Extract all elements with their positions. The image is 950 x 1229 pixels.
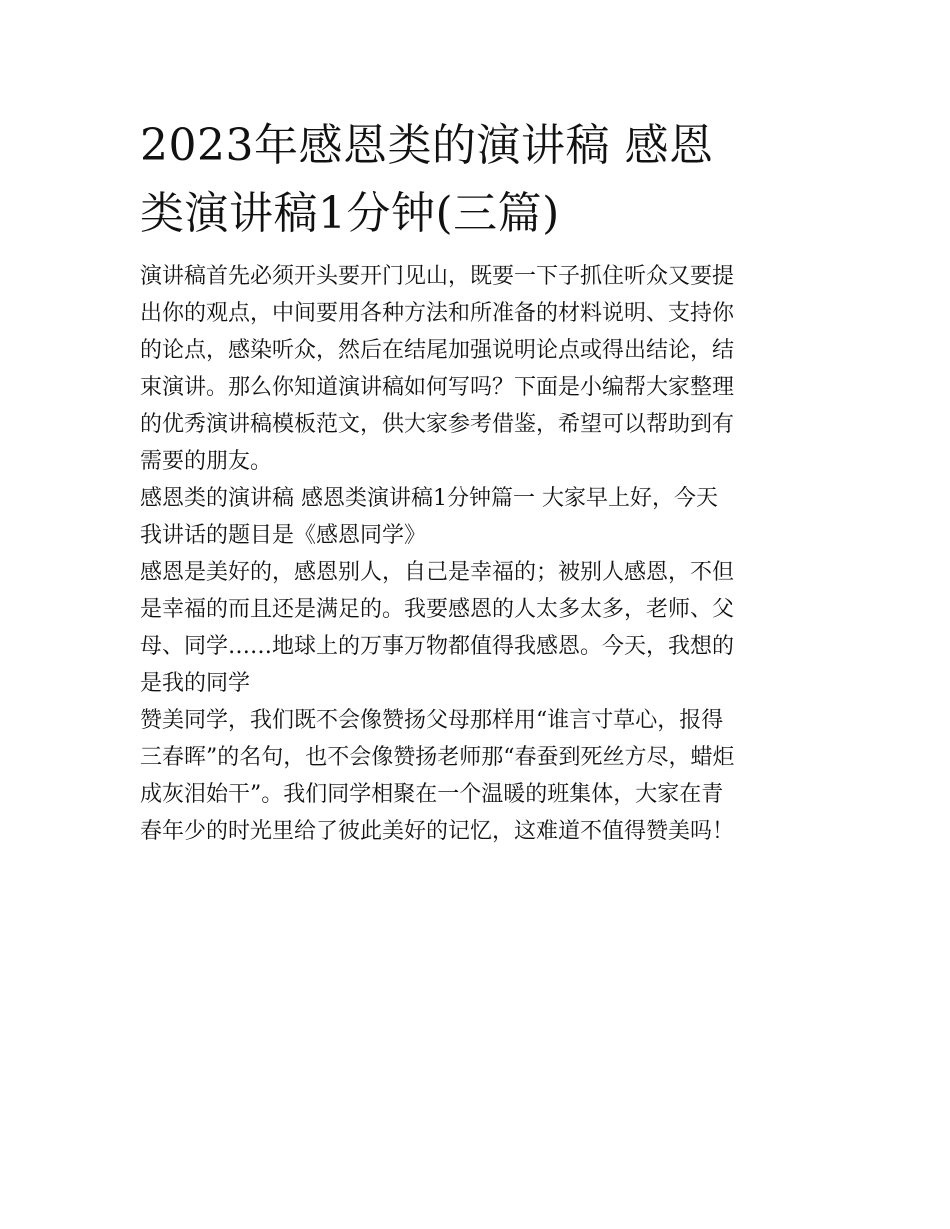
body-paragraph — [140, 702, 830, 850]
document-body — [140, 112, 830, 850]
text-line: 赞美同学，我们既不会像赞扬父母那样用“谁言寸草心，报得 — [140, 708, 724, 733]
title-line: 类演讲稿1分钟(三篇) — [140, 188, 560, 239]
body-paragraph — [140, 554, 830, 702]
text-line: 的优秀演讲稿模板范文，供大家参考借鉴，希望可以帮助到有 — [140, 412, 735, 437]
speech-heading-paragraph — [140, 480, 830, 554]
text-line: 春年少的时光里给了彼此美好的记忆，这难道不值得赞美吗！ — [140, 819, 735, 844]
text-line: 的论点，感染听众，然后在结尾加强说明论点或得出结论，结 — [140, 338, 735, 363]
text-line: 出你的观点，中间要用各种方法和所准备的材料说明、支持你 — [140, 301, 735, 326]
title-line: 2023年感恩类的演讲稿 感恩 — [140, 120, 714, 171]
text-line: 是我的同学 — [140, 671, 251, 696]
text-line: 三春晖”的名句，也不会像赞扬老师那“春蚕到死丝方尽，蜡炬 — [140, 745, 735, 770]
text-line: 我讲话的题目是《感恩同学》 — [140, 523, 427, 548]
text-line: 成灰泪始干”。我们同学相聚在一个温暖的班集体，大家在青 — [140, 782, 724, 807]
text-line: 需要的朋友。 — [140, 449, 273, 474]
text-line: 母、同学……地球上的万事万物都值得我感恩。今天，我想的 — [140, 634, 735, 659]
text-line: 是幸福的而且还是满足的。我要感恩的人太多太多，老师、父 — [140, 597, 735, 622]
intro-paragraph — [140, 258, 830, 480]
text-line: 束演讲。那么你知道演讲稿如何写吗？下面是小编帮大家整理 — [140, 375, 735, 400]
text-line: 感恩类的演讲稿 感恩类演讲稿1分钟篇一 大家早上好，今天 — [140, 486, 718, 511]
text-line: 演讲稿首先必须开头要开门见山，既要一下子抓住听众又要提 — [140, 264, 735, 289]
document-title — [140, 112, 830, 248]
text-line: 感恩是美好的，感恩别人，自己是幸福的；被别人感恩，不但 — [140, 560, 735, 585]
